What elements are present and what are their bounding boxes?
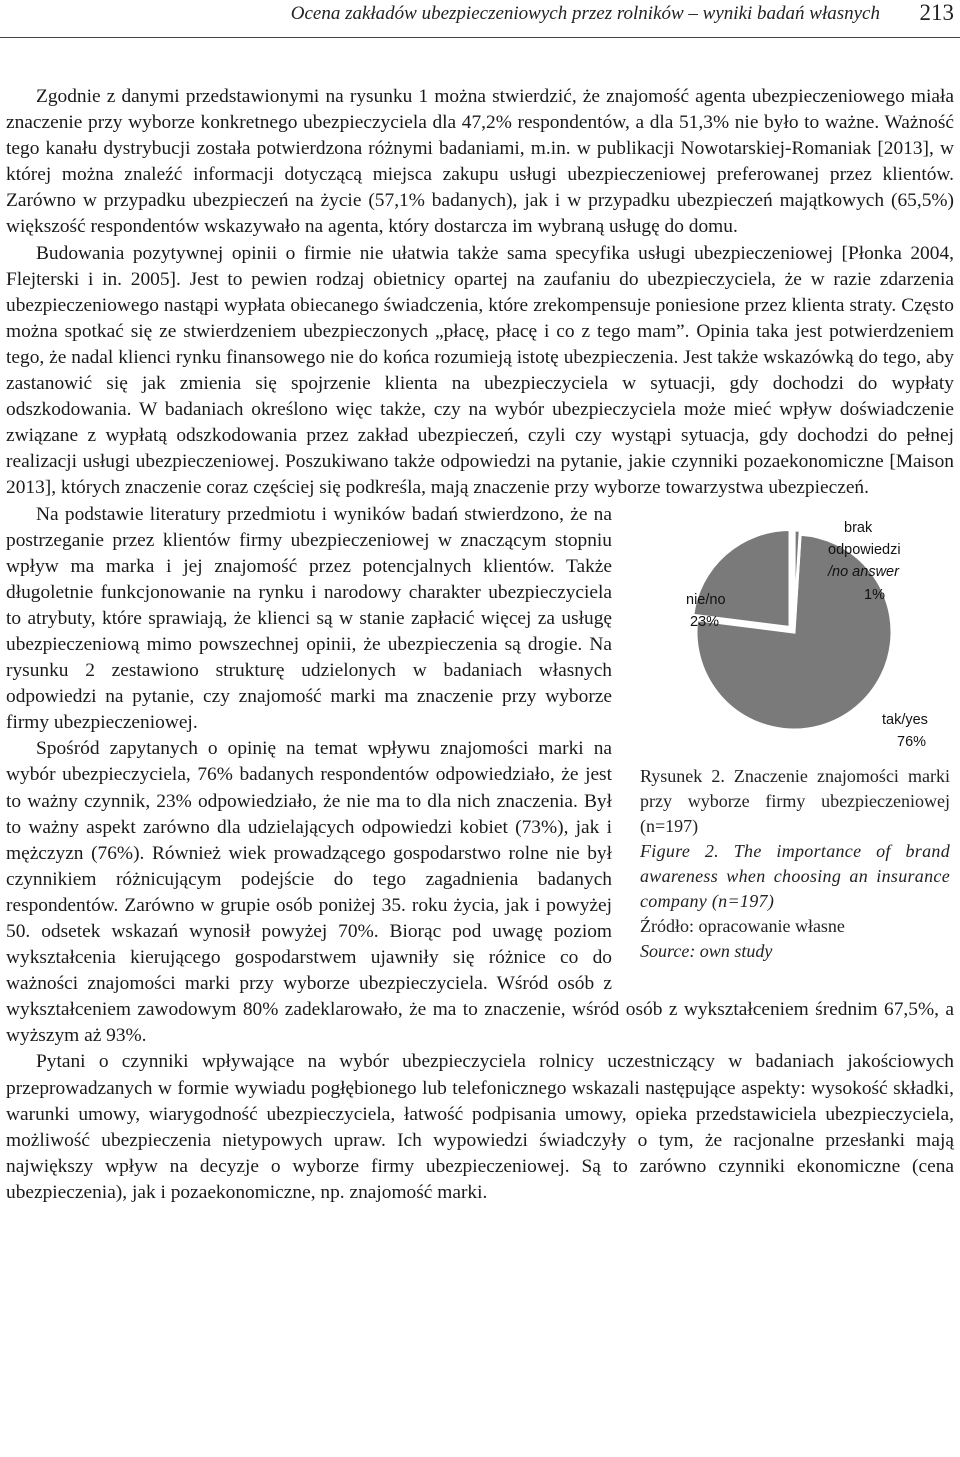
source-en: Source: own study (640, 940, 773, 961)
paragraph-2: Budowania pozytywnej opinii o firmie nie ułatwia także sama specyfika usługi ubezpieczeniowej [Płonka 2004, Flejterski i in. 2005]. Jest to pewien rodzaj obietnicy opartej na zaufaniu do ubezpieczyciela, że w razie zdarzenia ubezpieczeniowego nastąpi wypłata obiecanego świadczenia, które zrekompensuje poniesione przez klienta straty. Często można spotkać się ze stwierdzeniem ubezpieczonych „płacę, płacę i co z tego mam”. Opinia taka jest potwierdzeniem tego, że nadal klienci rynku finansowego nie do końca rozumieją istotę ubezpieczenia. Jest także wskazówką do tego, aby zastanowić się jak zmienia się spojrzenie klienta na ubezpieczyciela w sytuacji, gdy dochodzi do wypłaty odszkodowania. W badaniach określono więc także, czy na wybór ubezpieczyciela może mieć wpływ doświadczenie związane z wypłatą odszkodowania przez zakład ubezpieczeń, czyli czy wystąpi sytuacja, gdy dochodzi do pełnej realizacji usługi ubezpieczeniowej. Poszukiwano także odpowiedzi na pytanie, jakie czynniki pozaekonomiczne [Maison 2013], których znaczenie coraz częściej się podkreśla, mają znaczenie przy wyborze towarzystwa ubezpieczeń. (6, 242, 954, 499)
header-rule (0, 37, 960, 38)
pie-chart (632, 502, 954, 760)
pie-slice-no (693, 529, 790, 627)
value-yes: 76% (897, 733, 927, 750)
label-no-answer-en: /no answer (828, 563, 899, 580)
paragraph-4: Spośród zapytanych o opinię na temat wpływu znajomości marki na wybór ubezpieczyciela, 76% badanych respondentów odpowiedziało, że jest to ważny czynnik, 23% odpowiedziało, że nie ma to dla nich znaczenia. Był to ważny aspekt zarówno dla udzielających odpowiedzi kobiet (73%), jak i mężczyzn (76%). Również wiek prowadzącego gospodarstwo rolne nie był czynnikiem różnicującym podejście do tego zagadnienia badanych respondentów. Zarówno w grupie osób poniżej 35. roku życia, jak i powyżej 50. odsetek wskazań wynosił powyżej 70%. Biorąc pod uwagę poziom wykształcenia kierującego gospodarstwem ujawniły się różnice co do ważności znajomości marki przy wyborze ubezpieczyciela. Wśród osób z wykształceniem zawodowym 80% zadeklarowało, że ma to znaczenie, wśród osób z wykształceniem średnim 67,5%, a wyższym aż 93%. (6, 738, 954, 1047)
slice-label-yes (882, 712, 932, 750)
label-tak: tak/yes (882, 711, 928, 728)
label-brak: brak (844, 519, 873, 536)
article-body (6, 84, 954, 1206)
figure-2 (632, 502, 954, 980)
source-pl: Źródło: opracowanie własne (640, 915, 845, 936)
paragraph-3: Na podstawie literatury przedmiotu i wyników badań stwierdzono, że na postrzeganie przez klientów firmy ubezpieczeniowej w znaczącym stopniu wpływ ma marka i jej znajomość przez potencjalnych klientów. Także długoletnie funkcjonowanie na rynku i narodowy charakter ubezpieczyciela to atrybuty, które sprawiają, że klienci są w stanie zapłacić więcej za usługę ubezpieczeniową mimo powszechnej opinii, że ubezpieczenia są drogie. Na rysunku 2 zestawiono strukturę udzielonych w badaniach własnych odpowiedzi na pytanie, czy znajomość marki ma znaczenie przy wyborze firmy ubezpieczeniowej. (6, 503, 612, 734)
label-nie: nie/no (686, 591, 726, 608)
page-number: 213 (919, 0, 954, 25)
caption-pl: Rysunek 2. Znaczenie znajomości marki przy wyborze firmy ubezpieczeniowej (n=197) (640, 765, 950, 836)
label-odpowiedzi: odpowiedzi (828, 541, 901, 558)
value-no-answer: 1% (864, 586, 885, 603)
figure-caption (640, 764, 950, 964)
caption-en: Figure 2. The importance of brand awareness when choosing an insurance company (n=197) (640, 840, 950, 911)
paragraph-1: Zgodnie z danymi przedstawionymi na rysunku 1 można stwierdzić, że znajomość agenta ubezpieczeniowego miała znaczenie przy wyborze konkretnego ubezpieczyciela dla 47,2% respondentów, a dla 51,3% nie było to ważne. Ważność tego kanału dystrybucji została potwierdzona różnymi badaniami, m.in. w publikacji Nowotarskiej-Romaniak [2013], w której można znaleźć informacji dotyczącą miejsca zakupu usługi ubezpieczeniowej preferowanej przez klientów. Zarówno w przypadku ubezpieczeń na życie (57,1% badanych), jak i w przypadku ubezpieczeń majątkowych (65,5%) większość respondentów wskazywało na agenta, który dostarcza im wybraną usługę do domu. (6, 86, 954, 238)
pie-slices (693, 529, 892, 730)
page-header (0, 0, 960, 34)
paragraph-5: Pytani o czynniki wpływające na wybór ubezpieczyciela rolnicy uczestniczący w badaniach jakościowych przeprowadzanych w formie wywiadu pogłębionego lub telefonicznego wskazali następujące aspekty: wysokość składki, warunki umowy, wiarygodność ubezpieczyciela, łatwość podpisania umowy, opieka przedstawiciela ubezpieczyciela, możliwość ubezpieczenia nietypowych upraw. Ich wypowiedzi świadczyły o tym, że racjonalne przesłanki mają największy wpływ na decyzje o wyborze firmy ubezpieczeniowej. Są to zarówno czynniki ekonomiczne (cena ubezpieczenia), jak i pozaekonomiczne, np. znajomość marki. (6, 1051, 954, 1203)
running-title: Ocena zakładów ubezpieczeniowych przez rolników – wyniki badań własnych (290, 3, 880, 24)
value-no: 23% (690, 613, 720, 630)
